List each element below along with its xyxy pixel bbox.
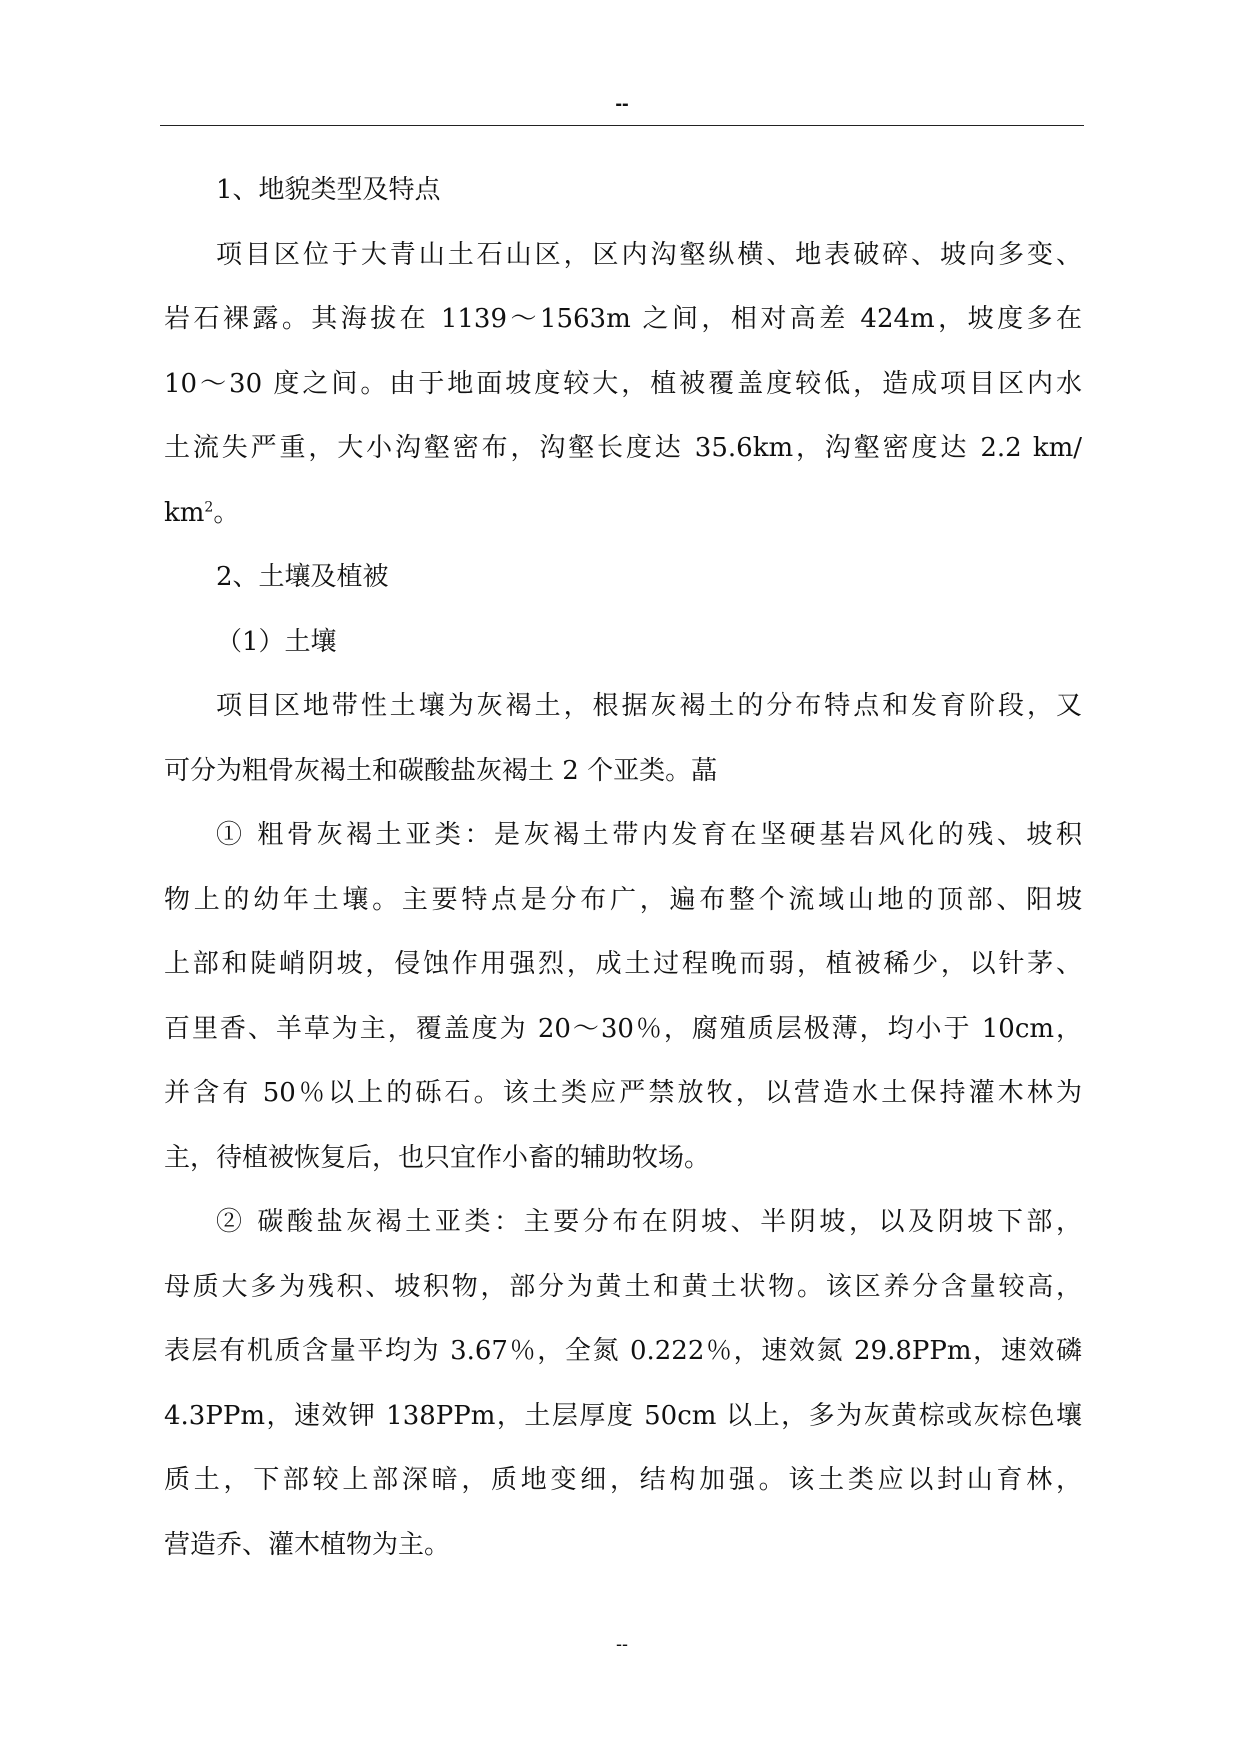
document-body [164,158,1082,1577]
paragraph-line: ② 碳酸盐灰褐土亚类：主要分布在阴坡、半阴坡，以及阴坡下部， [216,1207,1082,1237]
superscript-2: 2 [204,498,214,515]
paragraph-line: 母质大多为残积、坡积物，部分为黄土和黄土状物。该区养分含量较高， [164,1271,1082,1302]
paragraph-line: 10～30 度之间。由于地面坡度较大，植被覆盖度较低，造成项目区内水 [164,368,1082,399]
paragraph-line: 项目区位于大青山土石山区，区内沟壑纵横、地表破碎、坡向多变、 [216,239,1082,270]
paragraph-line: 质土，下部较上部深暗，质地变细，结构加强。该土类应以封山育林， [164,1465,1082,1495]
paragraph-line: 主，待植被恢复后，也只宜作小畜的辅助牧场。 [164,1142,711,1173]
paragraph-line: 营造乔、灌木植物为主。 [164,1529,451,1560]
paragraph-line: 并含有 50％以上的砾石。该土类应严禁放牧，以营造水土保持灌木林为 [164,1078,1082,1108]
subsection-heading-soil: （1）土壤 [216,626,337,657]
page-footer: -- [616,1634,628,1654]
section-heading-soil-vegetation: 2、土壤及植被 [216,562,389,592]
paragraph-line: 项目区地带性土壤为灰褐土，根据灰褐土的分布特点和发育阶段，又 [216,691,1082,721]
unit-km: km [164,497,205,528]
period: 。 [213,497,240,528]
header-rule [160,125,1084,126]
paragraph-line: 土流失严重，大小沟壑密布，沟壑长度达 35.6km，沟壑密度达 2.2 km/ [164,433,1082,463]
paragraph-line: 4.3PPm，速效钾 138PPm，土层厚度 50cm 以上，多为灰黄棕或灰棕色壤 [164,1400,1082,1431]
paragraph-line-units [164,481,1082,546]
section-heading-landform: 1、地貌类型及特点 [216,175,441,205]
paragraph-line: 百里香、羊草为主，覆盖度为 20～30％，腐殖质层极薄，均小于 10cm， [164,1013,1082,1044]
paragraph-line: 岩石裸露。其海拔在 1139～1563m 之间，相对高差 424m，坡度多在 [164,304,1082,334]
paragraph-line: ① 粗骨灰褐土亚类：是灰褐土带内发育在坚硬基岩风化的残、坡积 [216,820,1082,850]
paragraph-line: 可分为粗骨灰褐土和碳酸盐灰褐土 2 个亚类。蕌 [164,755,718,786]
paragraph-line: 表层有机质含量平均为 3.67％，全氮 0.222％，速效氮 29.8PPm，速效磷 [164,1336,1082,1366]
paragraph-line: 物上的幼年土壤。主要特点是分布广，遍布整个流域山地的顶部、阳坡 [164,884,1082,915]
paragraph-line: 上部和陡峭阴坡，侵蚀作用强烈，成土过程晚而弱，植被稀少，以针茅、 [164,949,1082,979]
page-header: -- [615,93,629,115]
